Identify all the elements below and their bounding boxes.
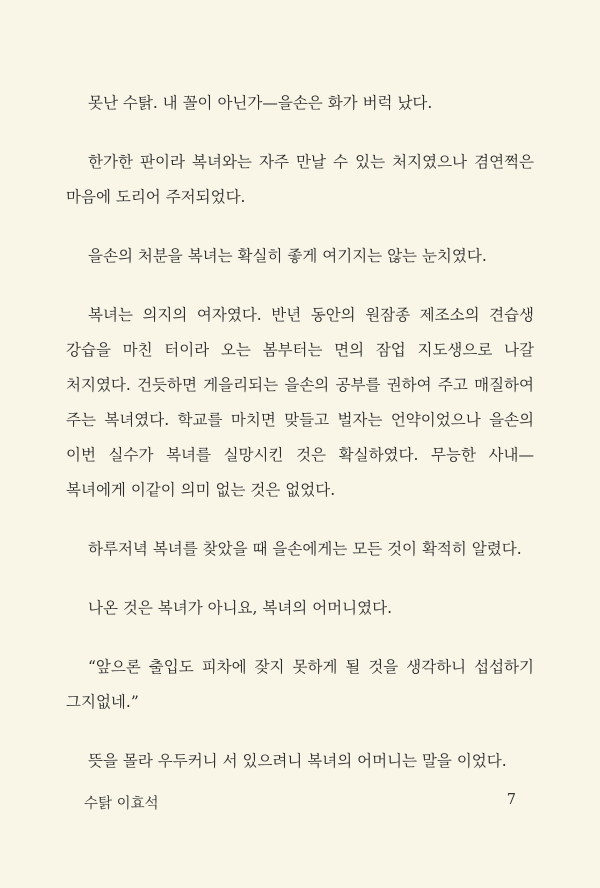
paragraph: 복녀는 의지의 여자였다. 반년 동안의 원잠종 제조소의 견습생 강습을 마친 터이라 오는 봄부터는 면의 잠업 지도생으로 나갈 처지였다. 건듯하면 게을리되는 을손의 공부를 권하여 주고 매질하여 주는 복녀였다. 학교를 마치면 맞들고 벌자는 언약이었으나 을손의 이번 실수가 복녀를 실망시킨 것은 확실하였다. 무능한 사내—복녀에게 이같이 의미 없는 것은 없었다. <box>66 306 534 499</box>
paragraph: 한가한 판이라 복녀와는 자주 만날 수 있는 처지였으나 겸연쩍은 마음에 도리어 주저되었다. <box>66 153 534 206</box>
paragraph: 나온 것은 복녀가 아니요, 복녀의 어머니였다. <box>88 599 393 617</box>
page-footer <box>84 792 516 816</box>
paragraph: 을손의 처분을 복녀는 확실히 좋게 여기지는 않는 눈치였다. <box>88 247 487 265</box>
body-text <box>66 86 534 803</box>
paragraph: 못난 수탉. 내 꼴이 아닌가—을손은 화가 버럭 났다. <box>88 94 433 112</box>
paragraph: 하루저녁 복녀를 찾았을 때 을손에게는 모든 것이 확적히 알렸다. <box>88 540 522 558</box>
page-number: 7 <box>506 792 516 808</box>
paragraph: 뜻을 몰라 우두커니 서 있으려니 복녀의 어머니는 말을 이었다. <box>88 752 507 770</box>
footer-book-title: 수탉 이효석 <box>84 796 159 812</box>
paragraph: “앞으론 출입도 피차에 잦지 못하게 될 것을 생각하니 섭섭하기 그지없네.” <box>66 658 534 711</box>
